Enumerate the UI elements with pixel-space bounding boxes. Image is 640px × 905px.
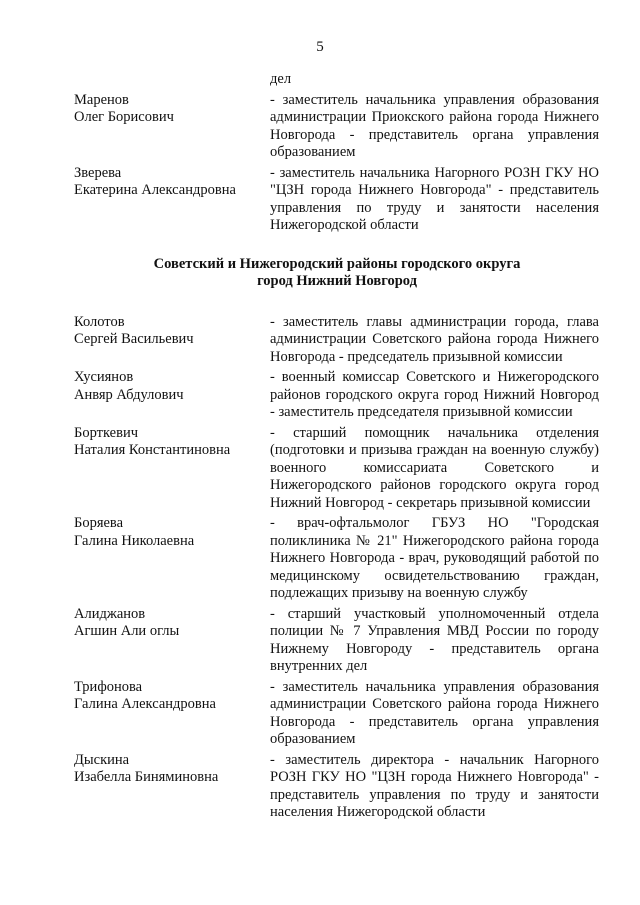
member-row: [74, 314, 600, 367]
member-name: [74, 606, 270, 676]
member-surname: Маренов: [74, 91, 129, 108]
member-row: [74, 606, 600, 676]
member-row: [74, 425, 600, 513]
member-name: [74, 165, 270, 235]
member-surname: Дыскина: [74, 751, 130, 768]
member-role: - старший помощник начальника отделения (подготовки и призыва граждан на военную службу) военного комиссариата Советского и Нижегородского районов городского округа город Нижний Новгород - секретарь призывной комиссии: [270, 424, 599, 511]
member-role: - заместитель начальника Нагорного РОЗН ГКУ НО "ЦЗН города Нижнего Новгорода" - представитель управления по труду и занятости населения Нижегородской области: [270, 164, 599, 233]
member-surname: Трифонова: [74, 678, 143, 695]
member-role: - заместитель начальника управления образования администрации Приокского района города Нижнего Новгорода - представитель органа управления образованием: [270, 91, 599, 160]
member-group-sovetskiy-nizhegorodskiy: [74, 314, 600, 822]
member-given-names: Екатерина Александровна: [74, 182, 236, 198]
section-heading: [74, 256, 600, 291]
member-name: [74, 92, 270, 162]
member-name: [74, 515, 270, 603]
member-surname: Зверева: [74, 164, 122, 181]
member-surname: Боряева: [74, 515, 124, 531]
member-given-names: Олег Борисович: [74, 109, 174, 125]
member-given-names: Сергей Васильевич: [74, 331, 194, 347]
member-given-names: Наталия Константиновна: [74, 442, 231, 458]
member-given-names: Галина Николаевна: [74, 532, 195, 549]
member-role: - военный комиссар Советского и Нижегородского районов городского округа город Нижний Новгород - заместитель председателя призывной комиссии: [270, 369, 599, 420]
member-surname: Колотов: [74, 313, 125, 330]
member-role: - врач-офтальмолог ГБУЗ НО "Городская поликлиника № 21" Нижегородского района города Нижнего Новгорода - врач, руководящий работой по медицинскому освидетельствованию граждан, подлежащих призыву на военную службу: [270, 515, 599, 601]
member-row: [74, 752, 600, 822]
commission-list: [74, 71, 600, 825]
member-surname: Алиджанов: [74, 605, 146, 622]
member-row: [74, 679, 600, 749]
continuation-text: дел: [270, 71, 292, 87]
member-surname: Хусиянов: [74, 369, 134, 385]
member-row: [74, 515, 600, 603]
section-heading-line-2: город Нижний Новгород: [257, 273, 417, 289]
member-role: - заместитель главы администрации города, глава администрации Советского района города Нижнего Новгорода - председатель призывной комиссии: [270, 313, 599, 365]
member-row: [74, 92, 600, 162]
member-name: [74, 425, 270, 513]
member-role: - заместитель директора - начальник Нагорного РОЗН ГКУ НО "ЦЗН города Нижнего Новгорода" - представитель управления по труду и занятости населения Нижегородской области: [270, 751, 599, 820]
member-row: [74, 369, 600, 422]
member-name: [74, 752, 270, 822]
section-heading-line-1: Советский и Нижегородский районы городского округа: [153, 255, 521, 272]
member-given-names: Изабелла Биняминовна: [74, 769, 219, 785]
member-role: - старший участковый уполномоченный отдела полиции № 7 Управления МВД России по городу Нижнему Новгороду - представитель органа внутренних дел: [270, 605, 599, 674]
member-row: [74, 165, 600, 235]
member-name: [74, 314, 270, 367]
member-given-names: Агшин Али оглы: [74, 623, 180, 639]
member-given-names: Анвяр Абдулович: [74, 386, 184, 403]
member-name: [74, 369, 270, 422]
member-given-names: Галина Александровна: [74, 696, 216, 712]
member-group-priokskiy: [74, 92, 600, 235]
member-name: [74, 679, 270, 749]
member-surname: Борткевич: [74, 424, 138, 441]
member-role: - заместитель начальника управления образования администрации Советского района города Нижнего Новгорода - представитель органа управления образованием: [270, 678, 599, 747]
page-number: 5: [316, 39, 324, 55]
